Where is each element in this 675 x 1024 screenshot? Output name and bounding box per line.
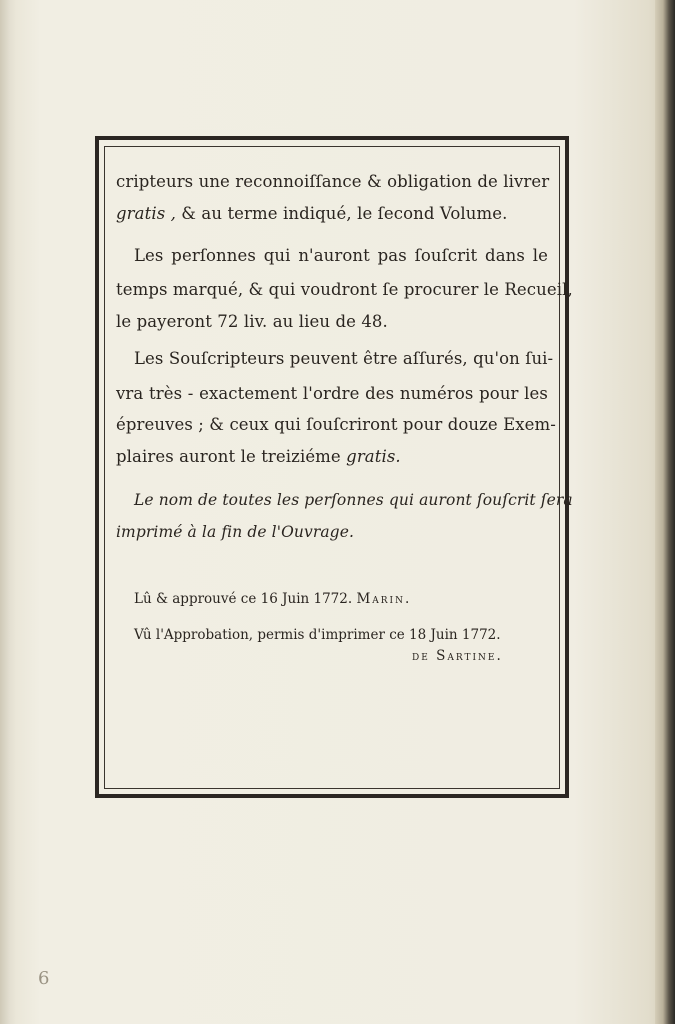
italic-gratis-2: gratis. — [346, 447, 401, 466]
paragraph-3-line-1: Les Souſcripteurs peuvent être aſſurés, qu'on ſui- — [134, 349, 554, 368]
paragraph-4-line-1: Le nom de toutes les perſonnes qui auront ſouſcrit ſera — [134, 491, 573, 509]
paragraph-1-line-2-rest: & au terme indiqué, le ſecond Volume. — [175, 204, 508, 223]
permission-line: Vû l'Approbation, permis d'imprimer ce 18 Juin 1772. — [134, 627, 501, 643]
paragraph-2-line-1: Les perſonnes qui n'auront pas ſouſcrit dans le — [134, 246, 548, 265]
paragraph-3-line-4-start: plaires auront le treiziéme — [116, 447, 347, 466]
book-spine-edge — [655, 0, 675, 1024]
permission-name: de Sartine. — [412, 648, 503, 664]
paragraph-2-line-3: le payeront 72 liv. au lieu de 48. — [116, 312, 388, 331]
paragraph-2-line-2: temps marqué, & qui voudront ſe procurer le Recueil, — [116, 280, 573, 299]
text-frame-inner-border — [104, 146, 573, 789]
approval-text: Lû & approuvé ce 16 Juin 1772. — [134, 591, 353, 607]
page-mark: 6 — [38, 968, 50, 989]
page-left-edge — [0, 0, 16, 1024]
approval-name: Marin. — [356, 591, 412, 607]
paragraph-4-line-2: imprimé à la fin de l'Ouvrage. — [116, 523, 354, 541]
approval-line — [134, 591, 411, 607]
paragraph-1-line-2 — [116, 204, 548, 223]
paragraph-3-line-4 — [116, 447, 548, 466]
italic-gratis: gratis , — [116, 204, 176, 223]
paragraph-3-line-2: vra très - exactement l'ordre des numéros pour les — [116, 384, 548, 403]
paragraph-3-line-3: épreuves ; & ceux qui ſouſcriront pour douze Exem- — [116, 415, 556, 434]
paragraph-1-line-1: cripteurs une reconnoiſſance & obligation de livrer — [116, 172, 550, 191]
